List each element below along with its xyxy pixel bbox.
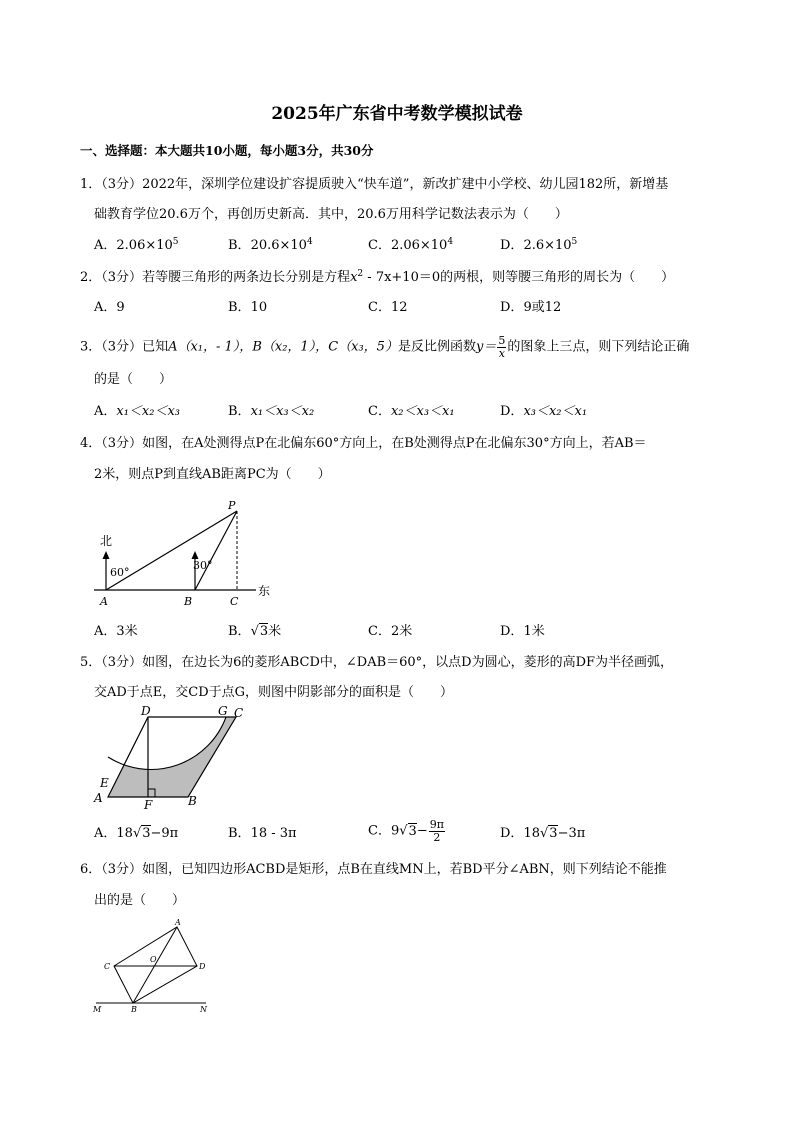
question-number: 1． (80, 177, 102, 192)
q4-option-b[interactable]: B．√3米 (228, 624, 282, 639)
angle-b-label: 30° (193, 559, 213, 572)
q1-option-c[interactable]: C．$2.06\times 10^4$ (368, 237, 454, 253)
q2-option-c[interactable]: C．12 (368, 300, 408, 315)
page-title: 2025年广东省中考数学模拟试卷 (271, 104, 523, 124)
east-label: 东 (258, 584, 271, 598)
point-a-label: A (100, 595, 108, 608)
q1-option-a[interactable]: A．$2.06\times 10^5$ (94, 237, 179, 253)
point-g-label: G (218, 705, 228, 718)
arrow-head-icon (192, 551, 199, 559)
point-d-label: D (141, 705, 151, 718)
point-d-label: D (199, 962, 206, 971)
north-label: 北 (100, 534, 113, 548)
question-2-line-1: 2．（3分）若等腰三角形的两条边长分别是方程$x^2 - 7x+10=0$的两根，则等腰三角形的周长为（ ） (80, 269, 675, 285)
point-o-label: O (150, 955, 157, 964)
point-a-label: A (94, 791, 103, 805)
q3-option-a[interactable]: A．x₁＜x₂＜x₃ (94, 404, 181, 419)
q4-figure (88, 496, 288, 608)
angle-a-label: 60° (110, 566, 130, 579)
q4-option-d[interactable]: D．1米 (500, 624, 545, 639)
point-c-label: C (234, 706, 244, 720)
q4-option-c[interactable]: C．2米 (368, 624, 413, 639)
q1-option-b[interactable]: B．$20.6\times 10^4$ (228, 237, 313, 253)
question-5-line-2: 交AD于点E，交CD于点G，则图中阴影部分的面积是（ ） (94, 685, 454, 700)
diagonal-ab (133, 927, 177, 1003)
point-c-label: C (104, 962, 111, 971)
point-a-label: A (175, 918, 181, 927)
question-6-line-1: 6．（3分）如图，已知四边形ACBD是矩形，点B在直线MN上，若BD平分∠ABN，则下列结论不能推 (80, 862, 667, 877)
arrow-head-icon (103, 551, 110, 559)
q3-option-b[interactable]: B．x₁＜x₃＜x₂ (228, 404, 315, 419)
question-5-line-1: 5．（3分）如图，在边长为6的菱形ABCD中，∠DAB＝60°，以点D为圆心，菱形的高DF为半径画弧， (80, 655, 674, 670)
q4-option-a[interactable]: A．3米 (94, 624, 138, 639)
section-heading: 一、选择题：本大题共10小题，每小题3分，共30分 (80, 143, 374, 158)
q6-figure (88, 918, 218, 1016)
point-c-label: C (230, 595, 239, 608)
q3-option-c[interactable]: C．x₂＜x₃＜x₁ (368, 404, 455, 419)
q2-option-b[interactable]: B．10 (228, 300, 268, 315)
q5-figure (88, 705, 258, 813)
q1-option-d[interactable]: D．$2.6\times 10^5$ (500, 237, 578, 253)
point-m-label: M (93, 1005, 102, 1014)
point-f-label: F (144, 798, 153, 812)
question-score: （3分） (101, 177, 143, 192)
question-4-line-2: 2米，则点P到直线AB距离PC为（ ） (94, 467, 331, 482)
question-text: 2022年，深圳学位建设扩容提质驶入“快车道”，新改扩建中小学校、幼儿园182所，新增基 (142, 177, 669, 192)
point-b-label: B (184, 595, 193, 608)
question-6-line-2: 出的是（ ） (94, 893, 186, 908)
q5-option-b[interactable]: B．18 - 3π (228, 826, 297, 841)
q5-option-a[interactable]: A．18√3−9π (94, 826, 179, 841)
q5-option-d[interactable]: D．18√3−3π (500, 826, 586, 841)
question-3-line-2: 的是（ ） (94, 372, 173, 387)
q3-option-d[interactable]: D．x₃＜x₂＜x₁ (500, 404, 588, 419)
point-n-label: N (200, 1005, 207, 1014)
question-1-line-1 (80, 177, 668, 193)
point-b-label: B (188, 794, 197, 808)
point-p-label: P (228, 499, 236, 512)
question-3-line-1: 3．（3分）已知A（x₁，- 1），B（x₂，1），C（x₃，5）是反比例函数y＝ $\frac{5}{x}$ 的图象上三点，则下列结论正确 (80, 334, 690, 360)
point-b-label: B (131, 1005, 137, 1014)
q5-option-c[interactable]: C．9√3− $\frac{9\pi}{2}$ (368, 818, 444, 844)
q2-option-a[interactable]: A．9 (94, 300, 125, 315)
point-e-label: E (100, 776, 109, 790)
line-bp (195, 511, 237, 590)
question-1-line-2: 础教育学位20.6万个，再创历史新高．其中，20.6万用科学记数法表示为（ ） (94, 207, 568, 222)
q2-option-d[interactable]: D．9或12 (500, 300, 562, 315)
fraction: $\frac{5}{x}$ (498, 334, 506, 360)
fraction: $\frac{9\pi}{2}$ (429, 818, 444, 844)
question-4-line-1: 4．（3分）如图，在A处测得点P在北偏东60°方向上，在B处测得点P在北偏东30°方向上，若AB＝ (80, 436, 647, 451)
